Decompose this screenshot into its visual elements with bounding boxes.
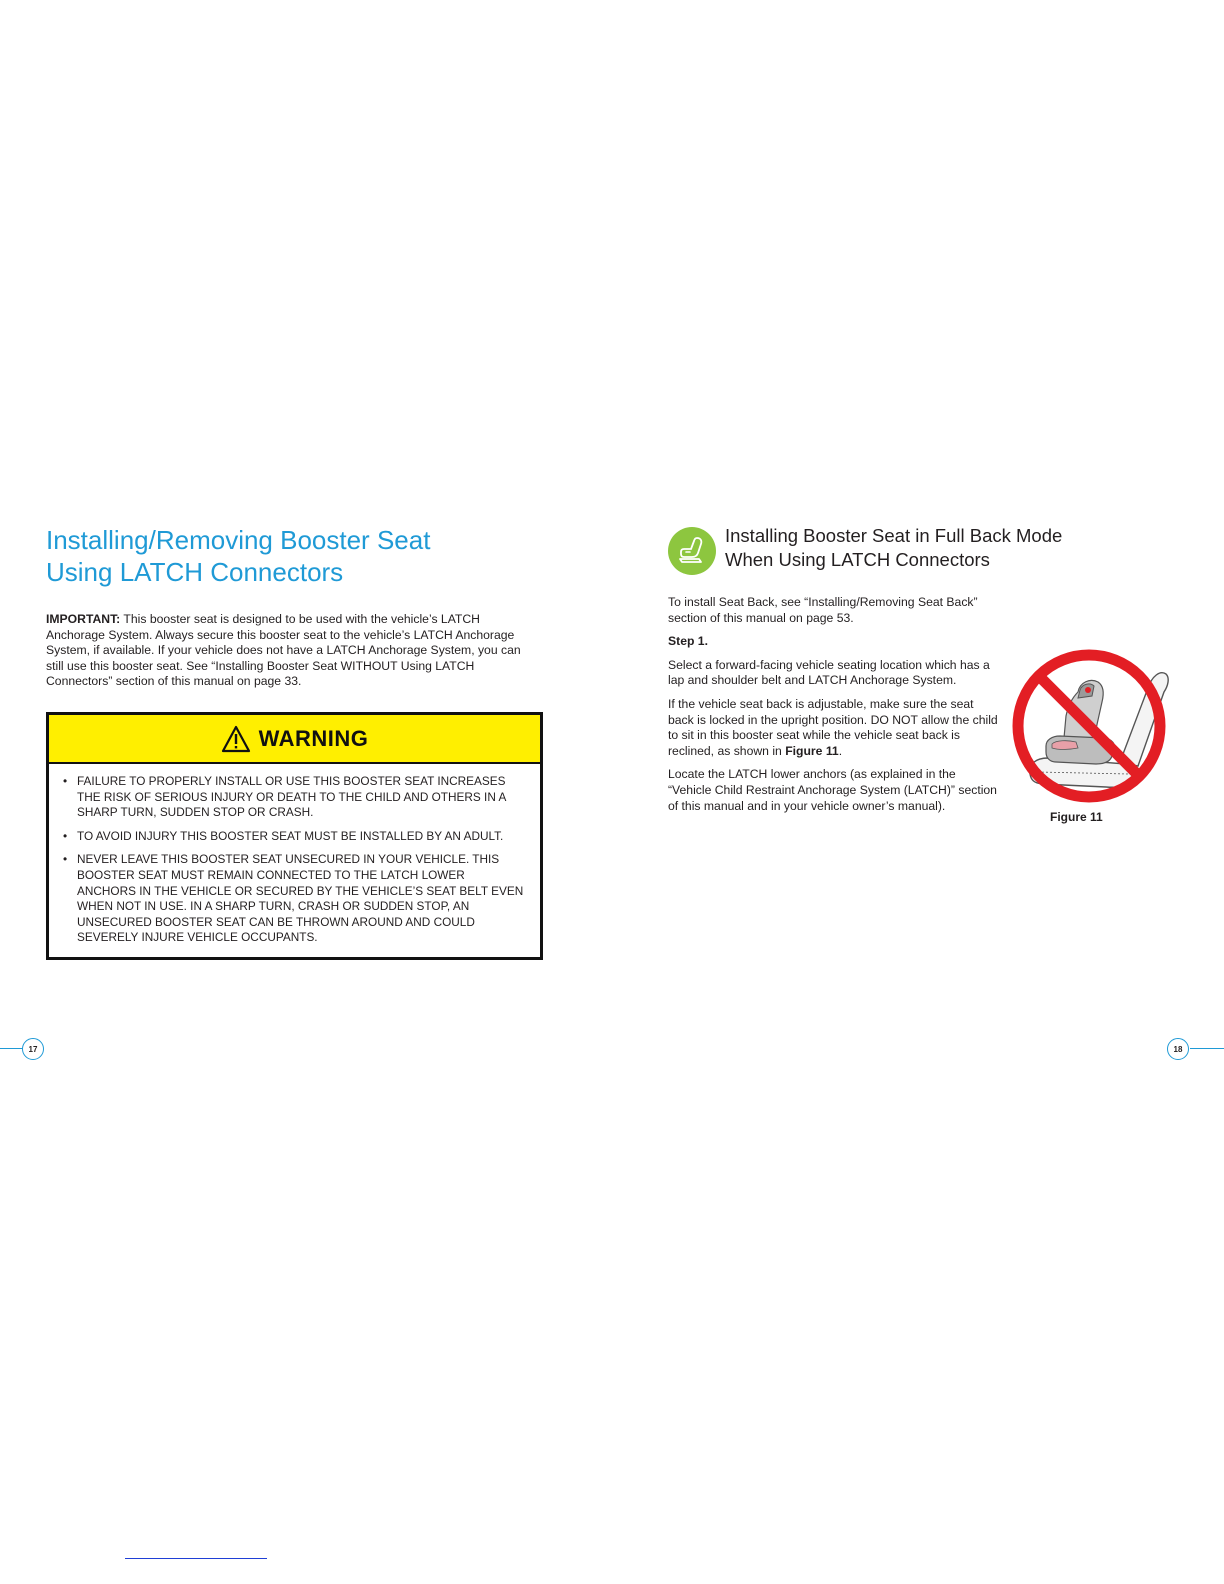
page-title-line-2: Using LATCH Connectors <box>46 557 344 587</box>
locate-anchors-paragraph: Locate the LATCH lower anchors (as explained in the “Vehicle Child Restraint Anchorage System (LATCH)” section of this manual and in your vehicle owner’s manual). <box>668 767 997 813</box>
recline-text: If the vehicle seat back is adjustable, make sure the seat back is locked in the upright position. DO NOT allow the child to sit in this booster seat while the vehicle seat back is reclined, as shown in <box>668 696 998 758</box>
page-title <box>46 524 566 588</box>
recline-text-end: . <box>838 743 843 758</box>
warning-list <box>49 764 540 946</box>
page-number-left: 17 <box>22 1038 44 1060</box>
page-number-rule-right <box>1190 1048 1224 1049</box>
page-number-rule-left <box>0 1048 24 1049</box>
recline-paragraph <box>668 697 998 759</box>
figure-caption: Figure 11 <box>1050 810 1103 824</box>
warning-box <box>46 712 543 960</box>
figure-11-reclined-seat-illustration <box>1008 646 1170 806</box>
seat-back-paragraph: To install Seat Back, see “Installing/Removing Seat Back” section of this manual on page 53. <box>668 595 978 625</box>
warning-item: • NEVER LEAVE THIS BOOSTER SEAT UNSECURED IN YOUR VEHICLE. THIS BOOSTER SEAT MUST REMAIN CONNECTED TO THE LATCH LOWER ANCHORS IN THE VEHICLE OR SECURED BY THE VEHICLE’S SEAT BELT EVEN WHEN NOT IN USE. IN A SHARP TURN, CRASH OR SUDDEN STOP, AN UNSECURED BOOSTER SEAT CAN BE THROWN AROUND AND COULD SEVERELY INJURE VEHICLE OCCUPANTS. <box>63 852 524 946</box>
page-number-right: 18 <box>1167 1038 1189 1060</box>
important-paragraph <box>46 612 534 690</box>
booster-seat-icon <box>668 527 716 575</box>
warning-header <box>49 715 540 764</box>
warning-item: • TO AVOID INJURY THIS BOOSTER SEAT MUST BE INSTALLED BY AN ADULT. <box>63 829 524 845</box>
section-title-line-2: When Using LATCH Connectors <box>725 549 990 570</box>
footer-link-underline <box>125 1558 267 1559</box>
warning-triangle-icon <box>221 725 251 753</box>
booster-seat-glyph-icon <box>677 535 707 567</box>
page-title-line-1: Installing/Removing Booster Seat <box>46 525 431 555</box>
select-location-paragraph: Select a forward-facing vehicle seating location which has a lap and shoulder belt and LATCH Anchorage System. <box>668 657 990 688</box>
section-title <box>725 524 1085 572</box>
warning-item: • FAILURE TO PROPERLY INSTALL OR USE THIS BOOSTER SEAT INCREASES THE RISK OF SERIOUS INJURY OR DEATH TO THE CHILD AND OTHERS IN A SHARP TURN, SUDDEN STOP OR CRASH. <box>63 774 524 821</box>
figure-reference: Figure 11 <box>785 743 839 758</box>
section-title-line-1: Installing Booster Seat in Full Back Mode <box>725 525 1063 546</box>
warning-label: WARNING <box>258 725 369 751</box>
instructions-column <box>668 595 998 822</box>
step-label: Step 1. <box>668 634 708 649</box>
important-text: This booster seat is designed to be used with the vehicle’s LATCH Anchorage System. Always secure this booster seat to the vehicle’s LATCH Anchorage System, if available. If your vehicle does not have a LATCH Anchorage System, you can still use this booster seat. See “Installing Booster Seat WITHOUT Using LATCH Connectors” section of this manual on page 33. <box>46 612 521 689</box>
important-label: IMPORTANT: <box>46 612 121 626</box>
